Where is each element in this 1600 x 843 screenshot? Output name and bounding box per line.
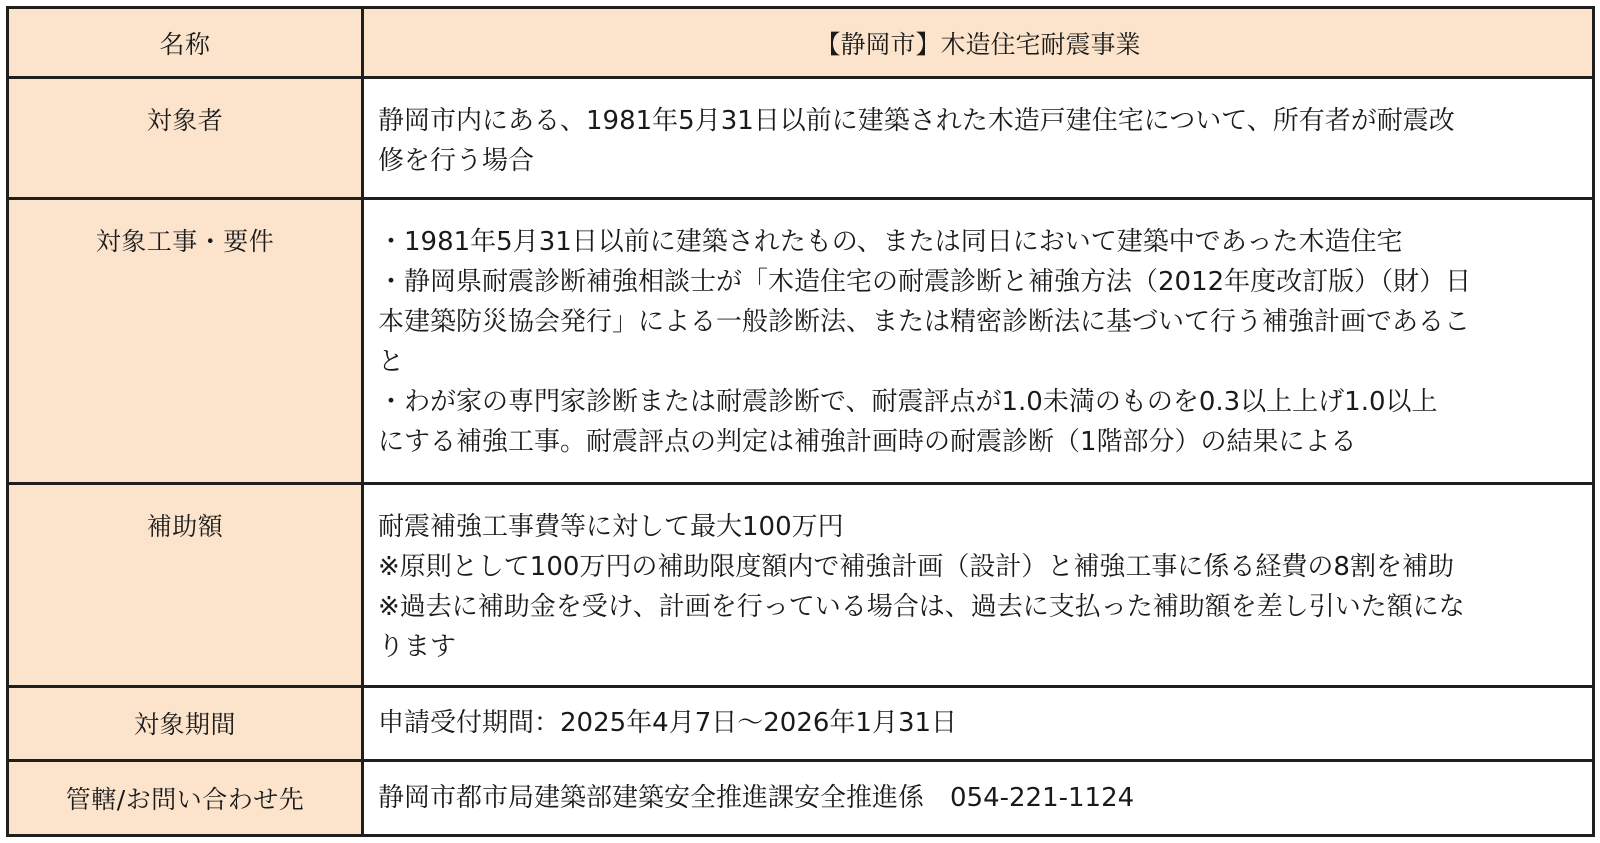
table-row-name: [8, 8, 1594, 78]
table-row-subsidy-amount: [8, 483, 1594, 686]
text-line: ります: [378, 631, 457, 662]
text-line: にする補強工事。耐震評点の判定は補強計画時の耐震診断（1階部分）の結果による: [378, 426, 1357, 457]
label-contact: 管轄/お問い合わせ先: [8, 760, 363, 835]
text-line: ・静岡県耐震診断補強相談士が「木造住宅の耐震診断と補強方法（2012年度改訂版）（財）日: [378, 266, 1472, 297]
text-line: ・1981年5月31日以前に建築されたもの、または同日において建築中であった木造住宅: [378, 226, 1403, 257]
text-line: と: [378, 346, 405, 377]
subsidy-info-table: [6, 6, 1595, 837]
text-line: ※過去に補助金を受け、計画を行っている場合は、過去に支払った補助額を差し引いた額にな: [378, 591, 1465, 622]
text-line: 静岡市都市局建築部建築安全推進課安全推進係 054-221-1124: [378, 782, 1135, 813]
label-name: 名称: [8, 8, 363, 78]
value-period: [363, 687, 1594, 760]
text-line: 耐震補強工事費等に対して最大100万円: [378, 511, 844, 542]
program-title: 【静岡市】木造住宅耐震事業: [363, 8, 1594, 78]
label-period: 対象期間: [8, 687, 363, 760]
value-target-person: [363, 78, 1594, 199]
text-line: ・わが家の専門家診断または耐震診断で、耐震評点が1.0未満のものを0.3以上上げ1.0以上: [378, 386, 1438, 417]
label-subsidy-amount: 補助額: [8, 483, 363, 686]
label-requirements: 対象工事・要件: [8, 198, 363, 483]
table-row-requirements: [8, 198, 1594, 483]
value-contact: [363, 760, 1594, 835]
table-row-period: [8, 687, 1594, 760]
text-line: ※原則として100万円の補助限度額内で補強計画（設計）と補強工事に係る経費の8割を補助: [378, 551, 1454, 582]
label-target-person: 対象者: [8, 78, 363, 199]
table-row-target-person: [8, 78, 1594, 199]
value-requirements: [363, 198, 1594, 483]
value-subsidy-amount: [363, 483, 1594, 686]
text-line: 申請受付期間：2025年4月7日～2026年1月31日: [378, 708, 958, 739]
table-row-contact: [8, 760, 1594, 835]
text-line: 静岡市内にある、1981年5月31日以前に建築された木造戸建住宅について、所有者が耐震改: [378, 106, 1455, 137]
text-line: 修を行う場合: [378, 146, 535, 177]
text-line: 本建築防災協会発行」による一般診断法、または精密診断法に基づいて行う補強計画であるこ: [378, 306, 1471, 337]
